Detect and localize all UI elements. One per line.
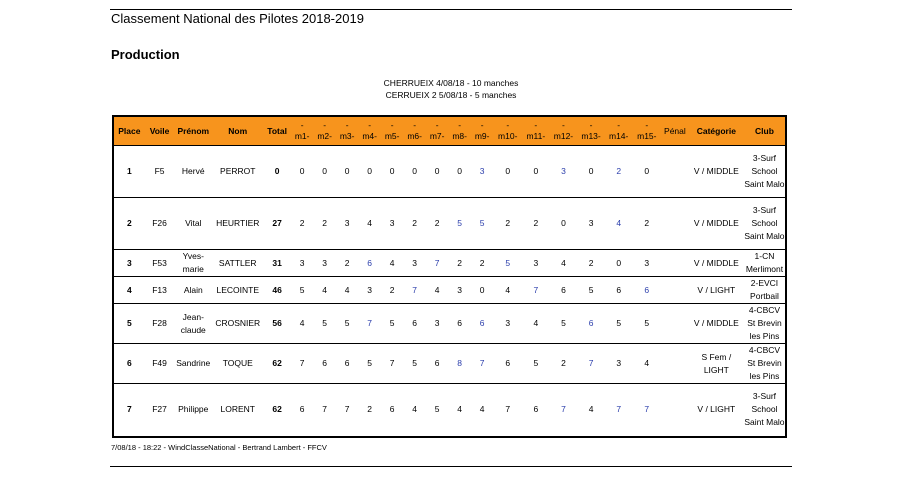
cell-manche: 6 xyxy=(434,358,440,368)
cell-nom: SATTLER xyxy=(218,257,257,268)
cell-total: 56 xyxy=(272,318,282,328)
cell-manche: 2 xyxy=(561,358,566,368)
cell-manche: 0 xyxy=(367,166,373,176)
cell-voile: F49 xyxy=(152,358,167,368)
cell-manche: 4 xyxy=(389,257,395,268)
header-row xyxy=(113,116,786,146)
cell-manche: 2 xyxy=(533,218,539,228)
cell-total: 27 xyxy=(272,218,282,228)
table-row xyxy=(113,198,786,250)
col-penal: Pénal xyxy=(661,116,689,146)
cell-place: 6 xyxy=(126,358,132,368)
cell-manche: 0 xyxy=(533,166,539,176)
cell-manche: 4 xyxy=(434,284,440,295)
cell-place: 2 xyxy=(126,218,132,228)
col-manche: - m14- xyxy=(605,116,633,146)
cell-manche: 7 xyxy=(367,318,373,328)
cell-categorie: V / LIGHT xyxy=(697,284,736,295)
cell-manche: 0 xyxy=(616,257,622,268)
cell-nom: PERROT xyxy=(220,166,256,176)
col-nom: Nom xyxy=(212,116,263,146)
cell-manche: 6 xyxy=(588,318,594,328)
results-body xyxy=(113,146,786,437)
cell-manche: 4 xyxy=(322,284,328,295)
cell-manche: 3 xyxy=(434,318,440,328)
cell-manche: 7 xyxy=(505,404,511,415)
cell-manche: 6 xyxy=(479,318,485,328)
cell-penal xyxy=(661,304,689,344)
table-row xyxy=(113,146,786,198)
cell-manche: 3 xyxy=(533,257,539,268)
section-title: Production xyxy=(111,47,180,62)
cell-voile: F27 xyxy=(152,404,167,415)
cell-manche: 2 xyxy=(457,257,463,268)
cell-manche: 0 xyxy=(644,166,650,176)
cell-manche: 0 xyxy=(412,166,418,176)
cell-manche: 6 xyxy=(299,404,305,415)
cell-club: 4-CBCV St Brevin les Pins xyxy=(747,345,782,381)
cell-manche: 3 xyxy=(412,257,418,268)
cell-prenom: Sandrine xyxy=(176,358,211,368)
cell-manche: 6 xyxy=(561,284,566,295)
cell-manche: 5 xyxy=(457,218,463,228)
cell-manche: 7 xyxy=(588,358,594,368)
cell-club: 3-Surf School Saint Malo xyxy=(744,391,785,428)
cell-manche: 5 xyxy=(367,358,373,368)
cell-manche: 7 xyxy=(322,404,328,415)
cell-manche: 6 xyxy=(412,318,418,328)
cell-manche: 5 xyxy=(533,358,539,368)
cell-manche: 7 xyxy=(434,257,440,268)
cell-categorie: V / LIGHT xyxy=(697,404,736,415)
cell-manche: 0 xyxy=(561,218,566,228)
cell-penal xyxy=(661,146,689,198)
cell-place: 4 xyxy=(126,284,132,295)
cell-manche: 0 xyxy=(344,166,350,176)
col-manche: - m5- xyxy=(381,116,404,146)
col-manche: - m8- xyxy=(448,116,471,146)
cell-manche: 2 xyxy=(299,218,305,228)
table-row xyxy=(113,250,786,277)
cell-manche: 4 xyxy=(505,284,511,295)
cell-categorie: V / MIDDLE xyxy=(693,257,739,268)
cell-categorie: V / MIDDLE xyxy=(693,166,739,176)
cell-manche: 5 xyxy=(644,318,650,328)
cell-manche: 0 xyxy=(434,166,440,176)
cell-manche: 8 xyxy=(457,358,463,368)
cell-manche: 4 xyxy=(299,318,305,328)
cell-manche: 7 xyxy=(412,284,418,295)
cell-manche: 3 xyxy=(505,318,511,328)
table-row xyxy=(113,277,786,304)
col-total: Total xyxy=(263,116,291,146)
cell-manche: 6 xyxy=(344,358,350,368)
cell-manche: 4 xyxy=(367,218,373,228)
cell-place: 1 xyxy=(126,166,132,176)
cell-nom: LECOINTE xyxy=(216,284,259,295)
cell-manche: 7 xyxy=(299,358,305,368)
cell-manche: 7 xyxy=(644,404,650,415)
col-manche: - m12- xyxy=(550,116,578,146)
bottom-rule xyxy=(110,466,792,467)
table-row xyxy=(113,344,786,384)
cell-prenom: Yves-marie xyxy=(182,251,204,274)
event-list xyxy=(110,77,792,101)
cell-total: 31 xyxy=(272,257,282,268)
cell-manche: 3 xyxy=(561,166,566,176)
cell-manche: 4 xyxy=(533,318,539,328)
cell-manche: 3 xyxy=(322,257,328,268)
cell-club: 1-CN Merlimont xyxy=(745,251,784,274)
cell-manche: 2 xyxy=(505,218,511,228)
col-manche: - m4- xyxy=(358,116,381,146)
cell-penal xyxy=(661,277,689,304)
cell-manche: 2 xyxy=(616,166,622,176)
col-prenom: Prénom xyxy=(174,116,212,146)
cell-manche: 2 xyxy=(434,218,440,228)
cell-nom: LORENT xyxy=(220,404,255,415)
cell-manche: 5 xyxy=(434,404,440,415)
cell-manche: 7 xyxy=(479,358,485,368)
cell-manche: 0 xyxy=(588,166,594,176)
event-line-1: CHERRUEIX 4/08/18 - 10 manches xyxy=(383,78,519,88)
cell-club: 4-CBCV St Brevin les Pins xyxy=(747,305,782,341)
cell-manche: 3 xyxy=(644,257,650,268)
cell-manche: 5 xyxy=(505,257,511,268)
cell-manche: 5 xyxy=(588,284,594,295)
col-manche: - m10- xyxy=(493,116,522,146)
cell-manche: 3 xyxy=(299,257,305,268)
cell-manche: 5 xyxy=(479,218,485,228)
col-place: Place xyxy=(113,116,145,146)
cell-manche: 4 xyxy=(616,218,622,228)
cell-manche: 6 xyxy=(367,257,373,268)
cell-manche: 2 xyxy=(322,218,328,228)
cell-penal xyxy=(661,344,689,384)
cell-manche: 3 xyxy=(344,218,350,228)
page-title: Classement National des Pilotes 2018-2019 xyxy=(111,11,364,26)
col-manche: - m15- xyxy=(632,116,661,146)
cell-penal xyxy=(661,384,689,437)
cell-prenom: Hervé xyxy=(181,166,205,176)
cell-manche: 3 xyxy=(616,358,622,368)
cell-voile: F53 xyxy=(152,257,167,268)
cell-manche: 7 xyxy=(389,358,395,368)
cell-manche: 2 xyxy=(644,218,650,228)
cell-prenom: Alain xyxy=(183,284,203,295)
cell-manche: 3 xyxy=(389,218,395,228)
table-row xyxy=(113,304,786,344)
cell-manche: 7 xyxy=(561,404,566,415)
cell-manche: 6 xyxy=(389,404,395,415)
cell-total: 62 xyxy=(272,404,282,415)
cell-prenom: Jean-claude xyxy=(180,311,206,335)
cell-total: 0 xyxy=(274,166,280,176)
cell-manche: 7 xyxy=(533,284,539,295)
col-manche: - m3- xyxy=(336,116,359,146)
col-manche: - m7- xyxy=(426,116,449,146)
cell-place: 3 xyxy=(126,257,132,268)
cell-prenom: Vital xyxy=(185,218,202,228)
cell-manche: 3 xyxy=(588,218,594,228)
col-manche: - m2- xyxy=(313,116,336,146)
cell-manche: 6 xyxy=(533,404,539,415)
col-club: Club xyxy=(744,116,786,146)
cell-voile: F5 xyxy=(154,166,165,176)
cell-manche: 6 xyxy=(644,284,650,295)
cell-manche: 0 xyxy=(299,166,305,176)
cell-manche: 4 xyxy=(588,404,594,415)
cell-nom: CROSNIER xyxy=(215,318,261,328)
col-categorie: Catégorie xyxy=(689,116,744,146)
cell-nom: HEURTIER xyxy=(216,218,260,228)
top-rule xyxy=(110,9,792,10)
cell-club: 3-Surf School Saint Malo xyxy=(744,153,785,189)
cell-manche: 2 xyxy=(389,284,395,295)
col-manche: - m6- xyxy=(403,116,426,146)
cell-manche: 7 xyxy=(344,404,350,415)
cell-manche: 2 xyxy=(412,218,418,228)
cell-manche: 2 xyxy=(367,404,373,415)
col-manche: - m11- xyxy=(522,116,550,146)
cell-total: 62 xyxy=(272,358,282,368)
cell-manche: 7 xyxy=(616,404,622,415)
cell-manche: 0 xyxy=(505,166,511,176)
table-row xyxy=(113,384,786,437)
cell-manche: 5 xyxy=(412,358,418,368)
event-line-2: CERRUEIX 2 5/08/18 - 5 manches xyxy=(385,90,517,100)
cell-manche: 6 xyxy=(457,318,463,328)
cell-voile: F28 xyxy=(152,318,167,328)
cell-manche: 0 xyxy=(322,166,328,176)
cell-manche: 5 xyxy=(322,318,328,328)
cell-manche: 2 xyxy=(479,257,485,268)
cell-manche: 0 xyxy=(479,284,485,295)
cell-manche: 4 xyxy=(644,358,650,368)
cell-manche: 6 xyxy=(322,358,328,368)
cell-club: 2-EVCI Portbail xyxy=(750,278,779,301)
results-table xyxy=(112,115,787,438)
cell-voile: F26 xyxy=(152,218,167,228)
cell-categorie: V / MIDDLE xyxy=(693,318,739,328)
cell-voile: F13 xyxy=(152,284,167,295)
cell-manche: 2 xyxy=(344,257,350,268)
cell-nom: TOQUE xyxy=(222,358,253,368)
cell-categorie: S Fem / LIGHT xyxy=(701,351,732,375)
cell-prenom: Philippe xyxy=(178,404,209,415)
col-manche: - m13- xyxy=(577,116,605,146)
cell-manche: 2 xyxy=(588,257,594,268)
cell-manche: 6 xyxy=(616,284,622,295)
cell-penal xyxy=(661,198,689,250)
cell-manche: 4 xyxy=(561,257,566,268)
cell-manche: 5 xyxy=(561,318,566,328)
cell-manche: 5 xyxy=(616,318,622,328)
cell-manche: 4 xyxy=(457,404,463,415)
cell-manche: 5 xyxy=(344,318,350,328)
cell-manche: 5 xyxy=(299,284,305,295)
cell-manche: 3 xyxy=(367,284,373,295)
cell-manche: 4 xyxy=(479,404,485,415)
cell-manche: 5 xyxy=(389,318,395,328)
cell-penal xyxy=(661,250,689,277)
footer-text: 7/08/18 - 18:22 - WindClasseNational - Bertrand Lambert - FFCV xyxy=(111,443,327,452)
col-manche: - m1- xyxy=(291,116,314,146)
cell-manche: 0 xyxy=(389,166,395,176)
cell-club: 3-Surf School Saint Malo xyxy=(744,205,785,241)
cell-manche: 0 xyxy=(457,166,463,176)
col-voile: Voile xyxy=(145,116,175,146)
cell-manche: 4 xyxy=(412,404,418,415)
cell-categorie: V / MIDDLE xyxy=(693,218,739,228)
cell-manche: 3 xyxy=(479,166,485,176)
cell-place: 5 xyxy=(126,318,132,328)
cell-total: 46 xyxy=(272,284,282,295)
cell-manche: 6 xyxy=(505,358,511,368)
cell-manche: 4 xyxy=(344,284,350,295)
col-manche: - m9- xyxy=(471,116,494,146)
cell-manche: 3 xyxy=(457,284,463,295)
cell-place: 7 xyxy=(126,404,132,415)
